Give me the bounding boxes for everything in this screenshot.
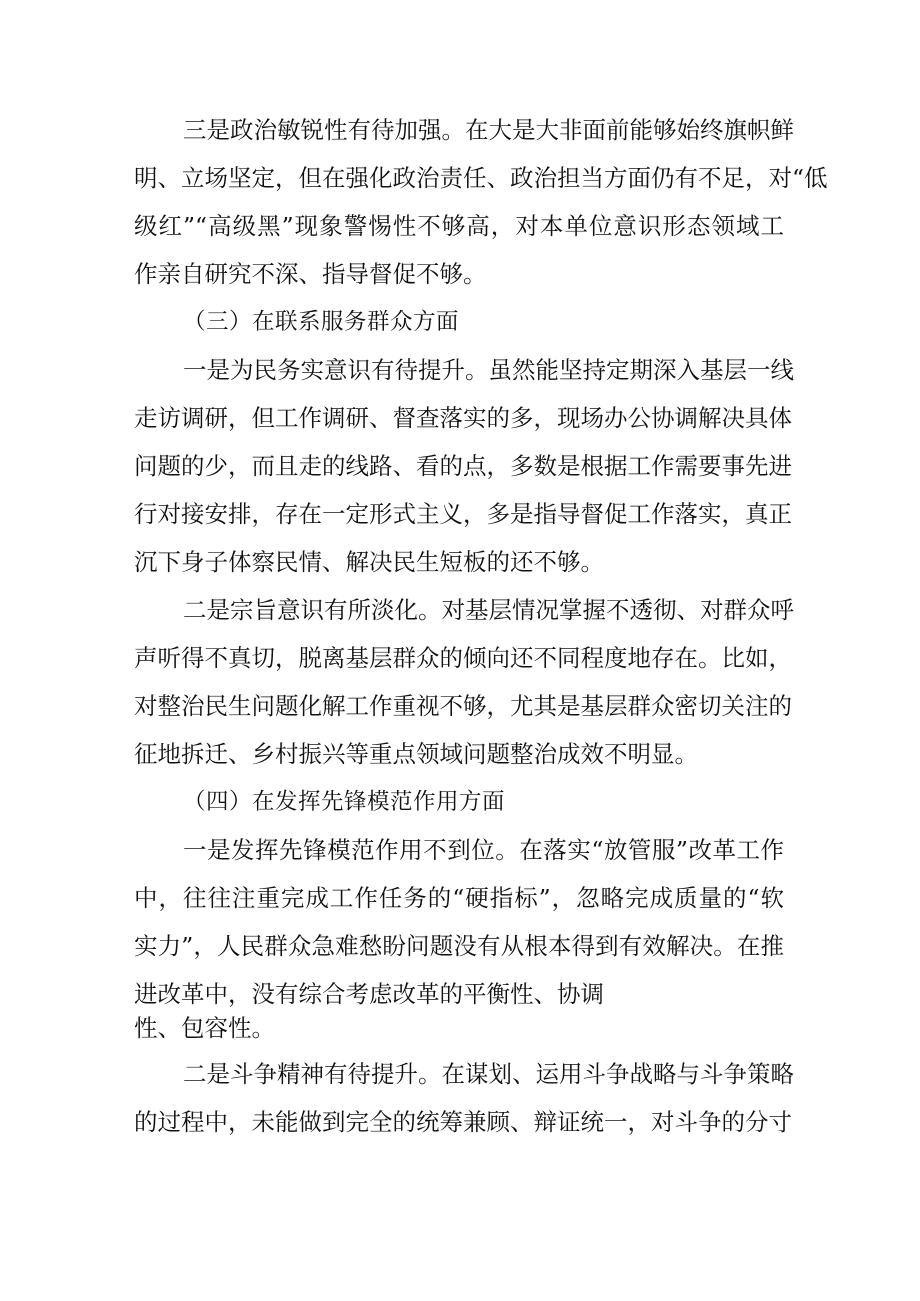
paragraph-purpose-line-4: 征地拆迁、乡村振兴等重点领域问题整治成效不明显。	[134, 740, 698, 768]
paragraph-vanguard-line-3: 实力”，人民群众急难愁盼问题没有从根本得到有效解决。在推	[134, 932, 784, 960]
paragraph-purpose-line-2: 声听得不真切，脱离基层群众的倾向还不同程度地存在。比如，	[134, 644, 792, 672]
paragraph-service-line-4: 行对接安排，存在一定形式主义，多是指导督促工作落实，真正	[134, 500, 792, 528]
paragraph-vanguard-line-4: 进改革中，没有综合考虑改革的平衡性、协调	[134, 980, 604, 1008]
paragraph-struggle-line-1: 二是斗争精神有待提升。在谋划、运用斗争战略与斗争策略	[183, 1060, 794, 1088]
section-heading-4: （四）在发挥先锋模范作用方面	[183, 789, 506, 815]
section-heading-3: （三）在联系服务群众方面	[183, 309, 460, 335]
paragraph-political-line-3: 级红”“高级黑”现象警惕性不够高，对本单位意识形态领域工	[134, 212, 784, 240]
paragraph-service-line-2: 走访调研，但工作调研、督查落实的多，现场办公协调解决具体	[134, 404, 792, 432]
paragraph-struggle-line-2: 的过程中，未能做到完全的统筹兼顾、辩证统一，对斗争的分寸	[134, 1108, 792, 1136]
paragraph-purpose-line-3: 对整治民生问题化解工作重视不够，尤其是基层群众密切关注的	[134, 692, 792, 720]
paragraph-purpose-line-1: 二是宗旨意识有所淡化。对基层情况掌握不透彻、对群众呼	[183, 596, 794, 624]
paragraph-vanguard-line-5: 性、包容性。	[134, 1014, 275, 1042]
paragraph-service-line-3: 问题的少，而且走的线路、看的点，多数是根据工作需要事先进	[134, 452, 792, 480]
paragraph-political-line-4: 作亲自研究不深、指导督促不够。	[134, 260, 487, 288]
paragraph-political-line-1: 三是政治敏锐性有待加强。在大是大非面前能够始终旗帜鲜	[183, 116, 794, 144]
paragraph-service-line-5: 沉下身子体察民情、解决民生短板的还不够。	[134, 548, 604, 576]
paragraph-vanguard-line-2: 中，往往注重完成工作任务的“硬指标”，忽略完成质量的“软	[134, 884, 784, 912]
paragraph-vanguard-line-1: 一是发挥先锋模范作用不到位。在落实“放管服”改革工作	[183, 836, 784, 864]
paragraph-political-line-2: 明、立场坚定，但在强化政治责任、政治担当方面仍有不足，对“低	[134, 164, 828, 192]
paragraph-service-line-1: 一是为民务实意识有待提升。虽然能坚持定期深入基层一线	[183, 356, 794, 384]
